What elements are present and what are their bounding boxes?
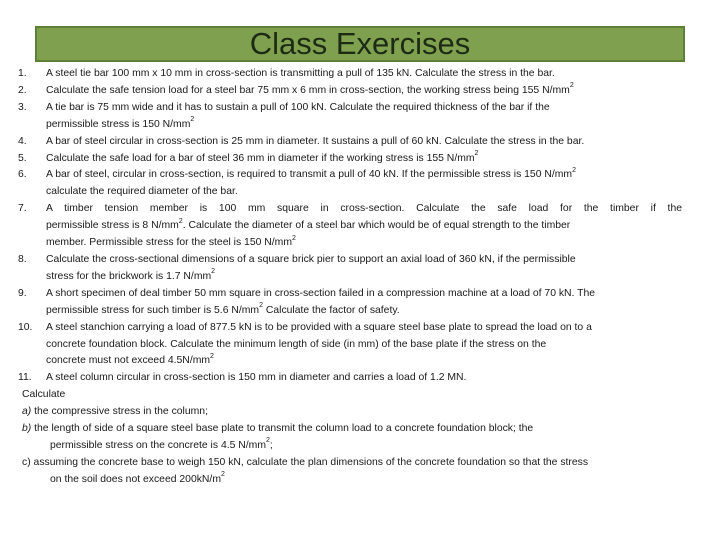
item-continuation: permissible stress is 8 N/mm bbox=[46, 220, 179, 232]
exercise-item-9 bbox=[18, 286, 682, 320]
item-text: Calculate the safe load for a bar of steel 36 mm in diameter if the working stress is 155 N/mm bbox=[46, 152, 475, 164]
superscript: 2 bbox=[569, 82, 574, 90]
exercise-item-4 bbox=[18, 134, 682, 151]
exercise-item-8 bbox=[18, 252, 682, 286]
item-number: 7. bbox=[18, 203, 27, 215]
superscript: 2 bbox=[292, 234, 296, 242]
item-continuation-2: member. Permissible stress for the steel is 150 N/mm bbox=[46, 237, 292, 249]
sub-part-label: b) bbox=[22, 423, 32, 435]
item-number: 9. bbox=[18, 287, 27, 299]
item-text: Calculate the safe tension load for a steel bar 75 mm x 6 mm in cross-section, the working stress being 155 N/mm bbox=[46, 84, 570, 96]
item-text: A bar of steel circular in cross-section is 25 mm in diameter. It sustains a pull of 60 kN. Calculate the stress in the bar. bbox=[46, 135, 585, 147]
exercise-item-3 bbox=[18, 100, 682, 134]
sub-part-text: the length of side of a square steel base plate to transmit the column load to a concrete foundation block; the bbox=[34, 423, 534, 435]
item-text: A tie bar is 75 mm wide and it has to sustain a pull of 100 kN. Calculate the required thickness of the bar if the bbox=[46, 101, 550, 113]
sub-part-continuation: on the soil does not exceed 200kN/m bbox=[50, 473, 221, 485]
item-text: A steel column circular in cross-section is 150 mm in diameter and carries a load of 1.2 MN. bbox=[46, 372, 467, 384]
exercise-item-7 bbox=[18, 201, 682, 252]
sub-part-label: a) bbox=[22, 406, 32, 418]
item-continuation-tail: . Calculate the diameter of a steel bar which would be of equal strength to the timber bbox=[182, 220, 571, 232]
superscript: 2 bbox=[210, 352, 214, 360]
sub-part-a bbox=[18, 404, 682, 421]
superscript: 2 bbox=[265, 437, 270, 445]
superscript: 2 bbox=[572, 166, 576, 174]
exercise-item-1 bbox=[18, 66, 682, 83]
item-number: 10. bbox=[18, 321, 33, 333]
page-title: Class Exercises bbox=[249, 26, 471, 61]
item-continuation: permissible stress for such timber is 5.6 N/mm bbox=[46, 304, 260, 316]
item-number: 5. bbox=[18, 152, 27, 164]
item-continuation-tail: Calculate the factor of safety. bbox=[262, 304, 400, 316]
calculate-label: Calculate bbox=[22, 389, 66, 401]
item-number: 1. bbox=[18, 68, 27, 79]
item-continuation: stress for the brickwork is 1.7 N/mm bbox=[46, 270, 212, 282]
sub-part-c bbox=[18, 455, 682, 489]
superscript: 2 bbox=[474, 150, 479, 158]
sub-part-b bbox=[18, 421, 682, 455]
item-continuation: concrete foundation block. Calculate the minimum length of side (in mm) of the base plate if the stress on the bbox=[46, 338, 547, 350]
item-continuation: permissible stress is 150 N/mm bbox=[46, 118, 191, 130]
exercise-item-6 bbox=[18, 167, 682, 201]
exercise-item-10 bbox=[18, 320, 682, 371]
superscript: 2 bbox=[259, 302, 263, 310]
superscript: 2 bbox=[178, 217, 183, 225]
exercise-item-2 bbox=[18, 83, 682, 100]
exercise-item-11 bbox=[18, 370, 682, 387]
sub-part-continuation-tail: ; bbox=[269, 439, 273, 451]
sub-part-label: c) bbox=[22, 456, 31, 468]
item-text: A timber tension member is 100 mm square in cross-section. Calculate the safe load for the timber if the bbox=[46, 203, 682, 215]
item-number: 4. bbox=[18, 135, 27, 147]
item-text: A bar of steel, circular in cross-section, is required to transmit a pull of 40 kN. If the permissible stress is 150 N/mm bbox=[46, 169, 573, 181]
item-number: 2. bbox=[18, 84, 27, 96]
superscript: 2 bbox=[190, 116, 195, 124]
item-continuation-2: concrete must not exceed 4.5N/mm bbox=[46, 355, 211, 367]
sub-part-text: the compressive stress in the column; bbox=[34, 406, 208, 418]
item-text: A short specimen of deal timber 50 mm square in cross-section failed in a compression machine at a load of 70 kN. The bbox=[46, 287, 596, 299]
item-number: 11. bbox=[18, 372, 32, 384]
item-text: Calculate the cross-sectional dimensions of a square brick pier to support an axial load of 360 kN, if the permissible bbox=[46, 253, 576, 265]
item-text: A steel stanchion carrying a load of 877.5 kN is to be provided with a square steel base plate to spread the load on to a bbox=[46, 321, 592, 333]
item-continuation: calculate the required diameter of the bar. bbox=[46, 186, 238, 198]
item-number: 3. bbox=[18, 101, 27, 113]
exercise-list bbox=[18, 66, 682, 489]
sub-part-continuation: permissible stress on the concrete is 4.5 N/mm bbox=[50, 439, 266, 451]
superscript: 2 bbox=[220, 471, 225, 479]
item-number: 6. bbox=[18, 169, 27, 181]
exercise-item-5 bbox=[18, 151, 682, 168]
item-text: A steel tie bar 100 mm x 10 mm in cross-section is transmitting a pull of 135 kN. Calculate the stress in the bar. bbox=[46, 68, 555, 79]
superscript: 2 bbox=[211, 268, 216, 276]
sub-part-text: assuming the concrete base to weigh 150 kN, calculate the plan dimensions of the concrete foundation so that the stress bbox=[33, 456, 589, 468]
item-number: 8. bbox=[18, 253, 27, 265]
